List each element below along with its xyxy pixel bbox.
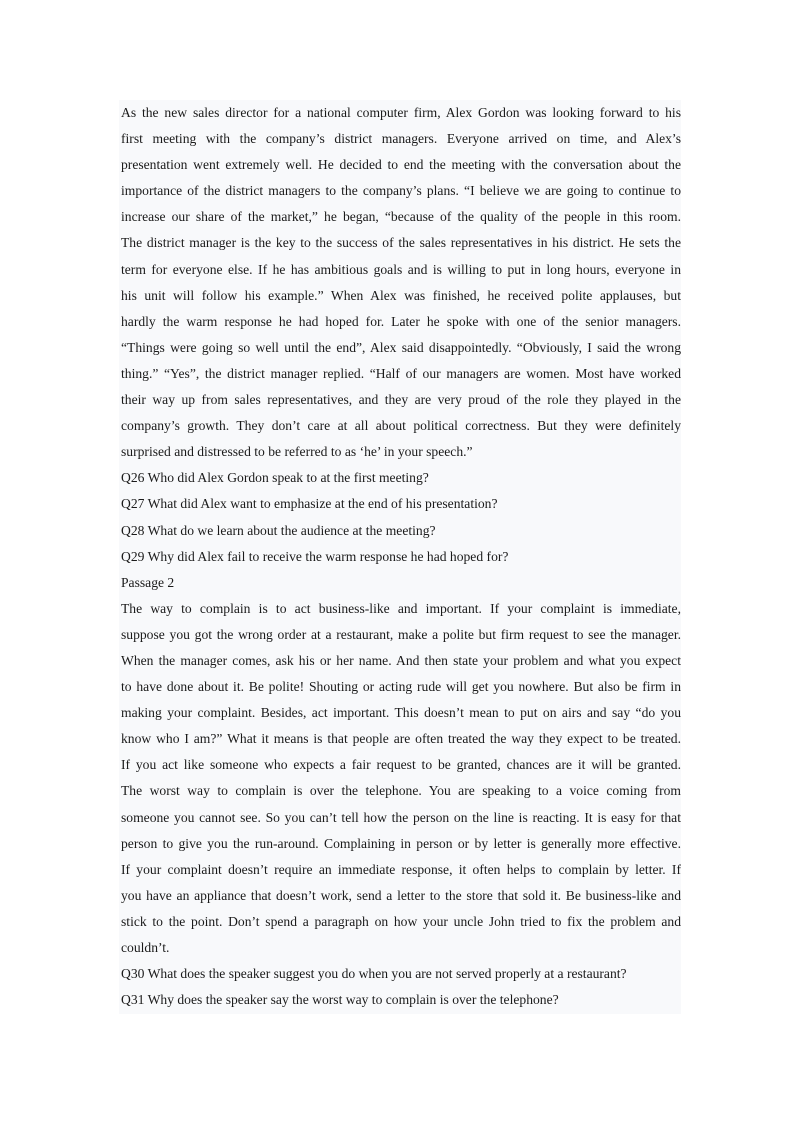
passage2-line: When the manager comes, ask his or her name. And then state your problem and what you expect (121, 652, 681, 668)
passage1-line: importance of the district managers to the company’s plans. “I believe we are going to continue to (121, 183, 681, 199)
passage2-line: making your complaint. Besides, act important. This doesn’t mean to put on airs and say “do you (121, 705, 681, 721)
passage2-heading: Passage 2 (121, 574, 175, 590)
passage2-line: suppose you got the wrong order at a restaurant, make a polite but firm request to see the manager. (121, 626, 681, 642)
passage2-line: The way to complain is to act business-like and important. If your complaint is immediate, (121, 600, 681, 616)
passage2-line: you have an appliance that doesn’t work, send a letter to the store that sold it. Be business-like and (121, 887, 681, 903)
passage1-line: presentation went extremely well. He decided to end the meeting with the conversation about the (121, 157, 681, 173)
passage1-line: company’s growth. They don’t care at all about political correctness. But they were definitely (121, 418, 681, 434)
passage2-line: couldn’t. (121, 940, 170, 955)
passage1-line: As the new sales director for a national computer firm, Alex Gordon was looking forward to his (121, 105, 681, 120)
question-q30: Q30 What does the speaker suggest you do when you are not served properly at a restaurant? (121, 966, 627, 982)
passage2-line: someone you cannot see. So you can’t tell how the person on the line is reacting. It is easy for that (121, 809, 681, 825)
question-q31: Q31 Why does the speaker say the worst way to complain is over the telephone? (121, 992, 559, 1008)
passage2-line: The worst way to complain is over the telephone. You are speaking to a voice coming from (121, 783, 681, 799)
passage1-line: increase our share of the market,” he began, “because of the quality of the people in this room. (121, 209, 681, 225)
passage1-line: hardly the warm response he had hoped for. Later he spoke with one of the senior managers. (121, 313, 681, 329)
passage1-line: term for everyone else. If he has ambitious goals and is willing to put in long hours, everyone in (121, 261, 681, 277)
passage1-line: his unit will follow his example.” When Alex was finished, he received polite applauses, but (121, 287, 681, 303)
passage2-line: If your complaint doesn’t require an immediate response, it often helps to complain by letter. If (121, 861, 681, 877)
question-q27: Q27 What did Alex want to emphasize at the end of his presentation? (121, 496, 498, 512)
passage2-line: know who I am?” What it means is that people are often treated the way they expect to be treated. (121, 731, 681, 747)
question-q28: Q28 What do we learn about the audience at the meeting? (121, 522, 436, 538)
passage2-line: If you act like someone who expects a fair request to be granted, chances are it will be granted. (121, 757, 681, 773)
passage1-line: their way up from sales representatives, and they are very proud of the role they played in the (121, 392, 681, 408)
passage1-line: “Things were going so well until the end”, Alex said disappointedly. “Obviously, I said the wrong (121, 339, 681, 355)
document-body (121, 100, 681, 1013)
passage2-line: stick to the point. Don’t spend a paragraph on how your uncle John tried to fix the problem and (121, 913, 681, 929)
passage1-line: The district manager is the key to the success of the sales representatives in his district. He sets the (121, 235, 681, 251)
passage2-line: person to give you the run-around. Complaining in person or by letter is generally more effective. (121, 835, 681, 851)
passage2-line: to have done about it. Be polite! Shouting or acting rude will get you nowhere. But also be firm in (121, 679, 681, 695)
question-q26: Q26 Who did Alex Gordon speak to at the first meeting? (121, 470, 429, 486)
question-q29: Q29 Why did Alex fail to receive the warm response he had hoped for? (121, 548, 509, 564)
passage1-line: surprised and distressed to be referred to as ‘he’ in your speech.” (121, 444, 473, 460)
passage1-line: thing.” “Yes”, the district manager replied. “Half of our managers are women. Most have worked (121, 365, 681, 381)
passage1-line: first meeting with the company’s district managers. Everyone arrived on time, and Alex’s (121, 131, 681, 147)
